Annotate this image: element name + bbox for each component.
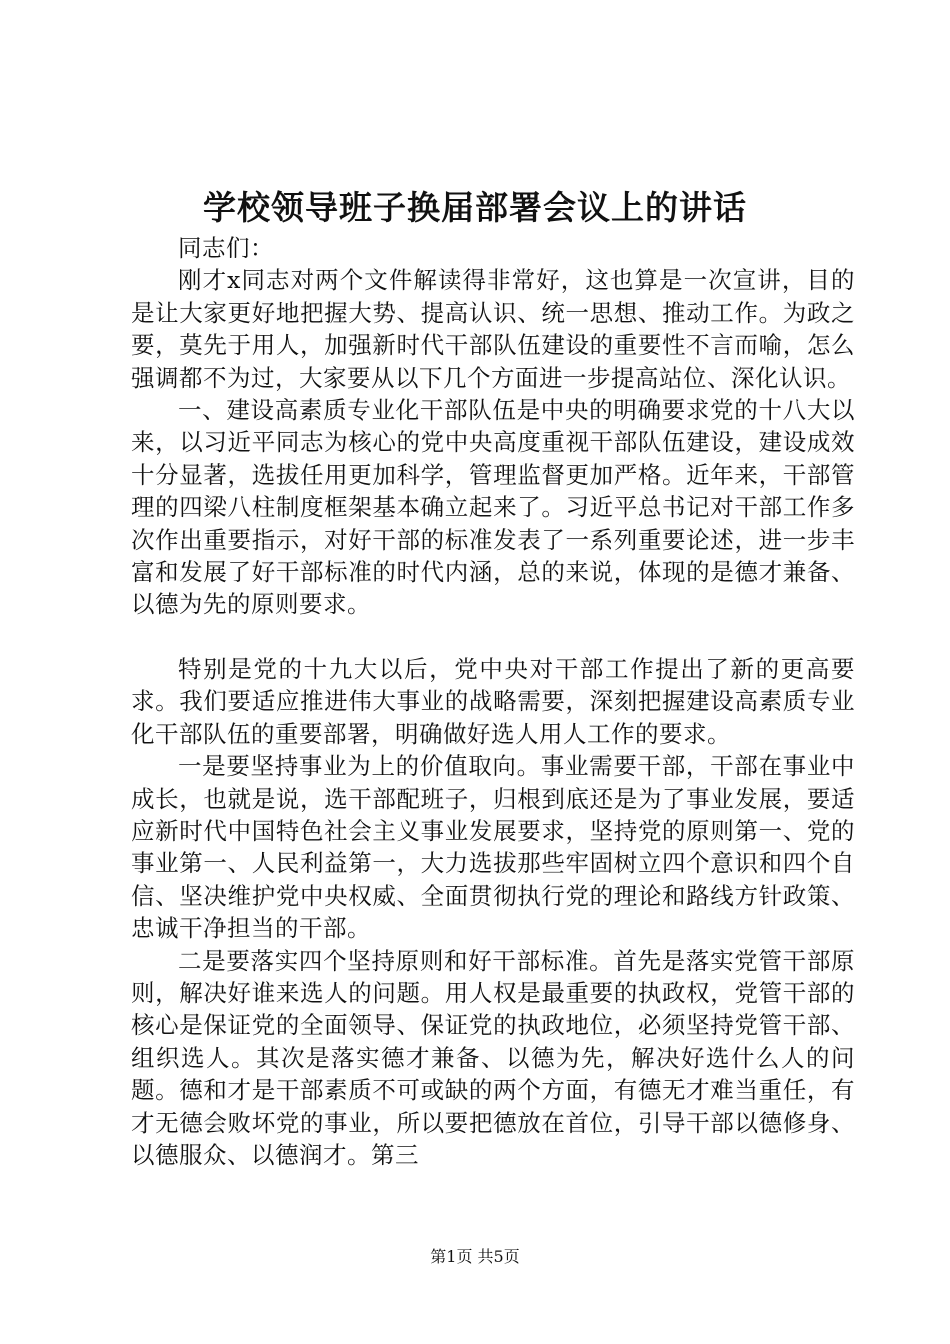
- document-body: [131, 232, 855, 1171]
- page-number: 第1页 共5页: [430, 1247, 520, 1266]
- paragraph-1: 刚才x同志对两个文件解读得非常好，这也算是一次宣讲，目的是让大家更好地把握大势、提高认识、统一思想、推动工作。为政之要，莫先于用人，加强新时代干部队伍建设的重要性不言而喻，怎么强调都不为过，大家要从以下几个方面进一步提高站位、深化认识。: [131, 266, 855, 392]
- paragraph-5: 二是要落实四个坚持原则和好干部标准。首先是落实党管干部原则，解决好谁来选人的问题。用人权是最重要的执政权，党管干部的核心是保证党的全面领导、保证党的执政地位，必须坚持党管干部、组织选人。其次是落实德才兼备、以德为先，解决好选什么人的问题。德和才是干部素质不可或缺的两个方面，有德无才难当重任，有才无德会败坏党的事业，所以要把德放在首位，引导干部以德修身、以德服众、以德润才。第三: [131, 946, 855, 1169]
- document-title: 学校领导班子换届部署会议上的讲话: [203, 188, 747, 227]
- paragraph-3: 特别是党的十九大以后，党中央对干部工作提出了新的更高要求。我们要适应推进伟大事业的战略需要，深刻把握建设高素质专业化干部队伍的重要部署，明确做好选人用人工作的要求。: [131, 654, 855, 748]
- paragraph-4: 一是要坚持事业为上的价值取向。事业需要干部，干部在事业中成长，也就是说，选干部配班子，归根到底还是为了事业发展，要适应新时代中国特色社会主义事业发展要求，坚持党的原则第一、党的事业第一、人民利益第一，大力选拔那些牢固树立四个意识和四个自信、坚决维护党中央权威、全面贯彻执行党的理论和路线方针政策、忠诚干净担当的干部。: [131, 752, 855, 943]
- paragraph-2: 一、建设高素质专业化干部队伍是中央的明确要求党的十八大以来，以习近平同志为核心的党中央高度重视干部队伍建设，建设成效十分显著，选拔任用更加科学，管理监督更加严格。近年来，干部管理的四梁八柱制度框架基本确立起来了。习近平总书记对干部工作多次作出重要指示，对好干部的标准发表了一系列重要论述，进一步丰富和发展了好干部标准的时代内涵，总的来说，体现的是德才兼备、以德为先的原则要求。: [131, 396, 855, 619]
- salutation: 同志们：: [178, 234, 274, 262]
